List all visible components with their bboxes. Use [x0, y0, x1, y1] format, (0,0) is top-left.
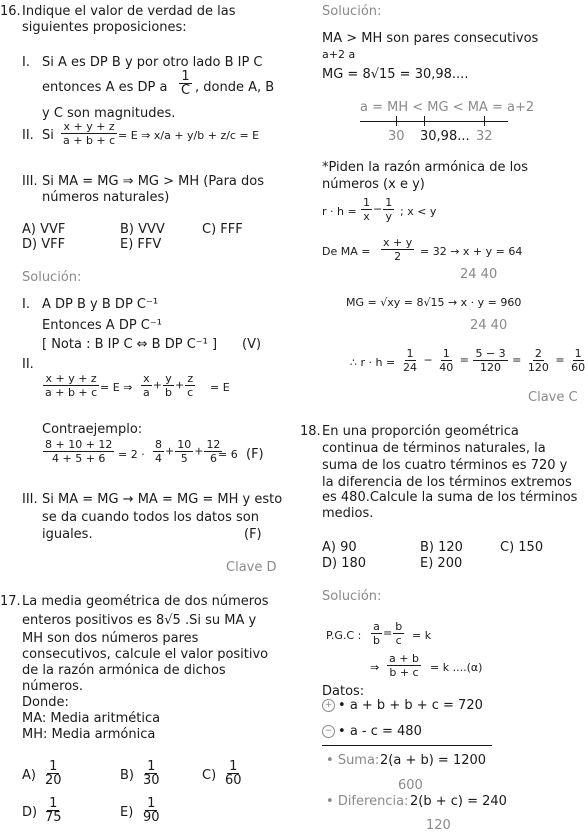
clave-c: Clave C — [528, 390, 578, 405]
q18-line6: medios. — [322, 506, 374, 521]
dato-1: • a + b + b + c = 720 — [338, 698, 483, 713]
rh-label: r · h = — [322, 205, 357, 218]
mg-equation: MG = √xy = 8√15 → x · y = 960 — [346, 296, 522, 309]
tick-3098 — [424, 116, 425, 126]
p1-label: I. — [22, 55, 30, 70]
contra-rest: = 2 · — [118, 448, 145, 461]
s2-label: II. — [22, 357, 34, 372]
s2-tail: = E — [210, 381, 230, 394]
s1-line1: A DP B y B DP C⁻¹ — [42, 297, 159, 312]
q16-statement-1: Indique el valor de verdad de las — [22, 4, 236, 19]
s3-line3: iguales. — [42, 527, 93, 542]
q18-opt-b: B) 120 — [420, 540, 463, 555]
p3-line1: Si MA = MG ⇒ MG > MH (Para dos — [42, 174, 264, 189]
opt-a: A) VVF — [22, 222, 66, 237]
q18-opt-a: A) 90 — [322, 540, 357, 555]
result-chain: $\frac{1}{24}$ − $\frac{1}{40}$ = $\frac{5 - 3}{120}$ = $\frac{2}{120}$ = $\frac{1}{60}$ — [403, 347, 586, 374]
q17-opt-c: $\frac{1}{60}$ — [225, 759, 242, 788]
q17-opt-b-label: B) — [120, 768, 134, 783]
contra-value: (F) — [246, 447, 264, 462]
datos-label: Datos: — [322, 684, 365, 699]
r17-line2: a+2 a — [322, 48, 356, 61]
q17-opt-a-label: A) — [22, 768, 36, 783]
tick-30 — [396, 116, 397, 126]
p3-label: III. — [22, 174, 38, 189]
p1-line2b: , donde A, B — [195, 80, 275, 95]
r17-piden-2: números (x e y) — [322, 177, 425, 192]
pair-1: 24 40 — [460, 267, 498, 282]
q17-ma: MA: Media aritmética — [22, 711, 161, 726]
p2-fraction: $\frac{x + y + z}{a + b + c}$ — [63, 120, 116, 147]
s2-fraction: $\frac{x + y + z}{a + b + c}$ — [45, 372, 98, 399]
impl-arrow: ⇒ — [370, 661, 380, 674]
q17-number: 17. — [0, 594, 21, 609]
s1-line2: Entonces A DP C⁻¹ — [42, 318, 162, 333]
s3-value: (F) — [244, 527, 262, 542]
opt-d: D) VFF — [22, 237, 66, 252]
datos-rule — [322, 745, 492, 746]
rh-fractions: $\frac{1}{x}$ − $\frac{1}{y}$ — [363, 196, 393, 223]
q17-opt-b: $\frac{1}{30}$ — [143, 759, 160, 788]
solution-heading: Solución: — [22, 270, 82, 285]
q18-line1: En una proporción geométrica — [322, 424, 519, 439]
de-ma-label: De MA = — [322, 245, 371, 258]
p1-line3: y C son magnitudes. — [42, 106, 176, 121]
q17-line4: consecutivos, calcule el valor positivo — [22, 647, 269, 662]
opt-b: B) VVV — [120, 222, 165, 237]
contra-fraction: $\frac{8 + 10 + 12}{4 + 5 + 6}$ — [45, 438, 113, 465]
p2-rest: = E ⇒ x/a + y/b + z/c = E — [118, 129, 260, 142]
de-ma-rest: = 32 → x + y = 64 — [420, 245, 523, 258]
q18-line2: continua de términos naturales, la — [322, 441, 546, 456]
pgc-label: P.G.C : — [326, 629, 362, 642]
s3-line2: se da cuando todos los datos son — [42, 510, 259, 525]
q18-line3: suma de los cuatro términos es 720 y — [322, 458, 568, 473]
impl-tail: = k ....(α) — [430, 661, 483, 674]
opt-e: E) FFV — [120, 237, 162, 252]
r17-inequality: a = MH < MG < MA = a+2 — [360, 100, 535, 115]
q17-line2: enteros positivos es 8√5 .Si su MA y — [22, 613, 257, 628]
suma-label: • Suma: — [326, 753, 380, 768]
q17-line1: La media geométrica de dos números — [22, 594, 269, 609]
q17-mh: MH: Media armónica — [22, 727, 156, 742]
q16-number: 16. — [0, 4, 21, 19]
q17-line5: de la razón armónica de dichos — [22, 663, 226, 678]
q18-opt-d: D) 180 — [322, 556, 367, 571]
rh-tail: ; x < y — [400, 205, 437, 218]
q18-opt-c: C) 150 — [500, 540, 544, 555]
s1-line3: [ Nota : B IP C ⇔ B DP C⁻¹ ] — [42, 337, 218, 352]
pgc-eq: = k — [412, 629, 432, 642]
q17-line6: números. — [22, 679, 84, 694]
s3-label: III. — [22, 492, 38, 507]
label-32: 32 — [476, 129, 493, 144]
q17-opt-d-label: D) — [22, 805, 38, 820]
r17-solution-heading: Solución: — [322, 4, 382, 19]
q16-statement-2: siguientes proposiciones: — [22, 20, 187, 35]
diferencia-label: • Diferencia: — [326, 794, 409, 809]
p1-frac: $\frac{1}{C}$ — [181, 69, 191, 98]
p2-label: II. — [22, 128, 34, 143]
number-line — [360, 121, 508, 122]
clave-d: Clave D — [226, 560, 277, 575]
therefore-label: ∴ r · h = — [350, 356, 396, 369]
diferencia-eq: 2(b + c) = 240 — [410, 794, 507, 809]
minus-marker: − — [322, 724, 335, 739]
impl-fraction: $\frac{a + b}{b + c}$ — [389, 652, 419, 679]
p1-line2a: entonces A es DP a — [42, 80, 168, 95]
q17-opt-e: $\frac{1}{90}$ — [143, 796, 160, 825]
q18-solution-heading: Solución: — [322, 589, 382, 604]
q18-opt-e: E) 200 — [420, 556, 463, 571]
tick-32 — [484, 116, 485, 126]
q18-number: 18. — [300, 424, 321, 439]
r17-piden-1: *Piden la razón armónica de los — [322, 160, 528, 175]
r17-line3: MG = 8√15 = 30,98.... — [322, 67, 469, 82]
r17-line1: MA > MH son pares consecutivos — [322, 31, 539, 46]
p3-line2: números naturales) — [42, 190, 170, 205]
suma-eq: 2(a + b) = 1200 — [380, 753, 487, 768]
s2-rest: = E ⇒ — [100, 381, 133, 394]
s3-line1: Si MA = MG → MA = MG = MH y esto — [42, 492, 283, 507]
contraexample-label: Contraejemplo: — [42, 422, 143, 437]
q17-opt-c-label: C) — [202, 768, 217, 783]
pgc-fractions: $\frac{a}{b}$ = $\frac{b}{c}$ — [373, 620, 403, 647]
q18-line5: es 480.Calcule la suma de los términos — [322, 490, 578, 505]
diferencia-value: 120 — [426, 818, 451, 833]
label-30: 30 — [388, 129, 405, 144]
plus-marker: + — [322, 698, 335, 713]
q17-opt-a: $\frac{1}{20}$ — [45, 759, 62, 788]
s1-value: (V) — [242, 337, 262, 352]
q17-donde: Donde: — [22, 695, 69, 710]
p1-line1: Si A es DP B y por otro lado B IP C — [42, 55, 263, 70]
label-3098: 30,98... — [420, 129, 470, 144]
s1-label: I. — [22, 297, 30, 312]
pair-2: 24 40 — [470, 318, 508, 333]
opt-c: C) FFF — [202, 222, 243, 237]
contra-tail: = 6 — [218, 448, 238, 461]
q17-opt-e-label: E) — [120, 805, 134, 820]
s2-fractions: $\frac{x}{a}$ + $\frac{y}{b}$ + $\frac{z}{c}$ — [143, 372, 194, 399]
suma-value: 600 — [398, 778, 423, 793]
de-ma-fraction: $\frac{x + y}{2}$ — [383, 236, 413, 263]
q17-line3: MH son dos números pares — [22, 631, 199, 646]
contra-fractions: $\frac{8}{4}$ + $\frac{10}{5}$ + $\frac{12}{6}$ — [155, 438, 221, 465]
p2-si: Si — [42, 128, 54, 143]
q18-line4: la diferencia de los términos extremos — [322, 475, 572, 490]
dato-2: • a - c = 480 — [338, 724, 422, 739]
q17-opt-d: $\frac{1}{75}$ — [45, 796, 62, 825]
